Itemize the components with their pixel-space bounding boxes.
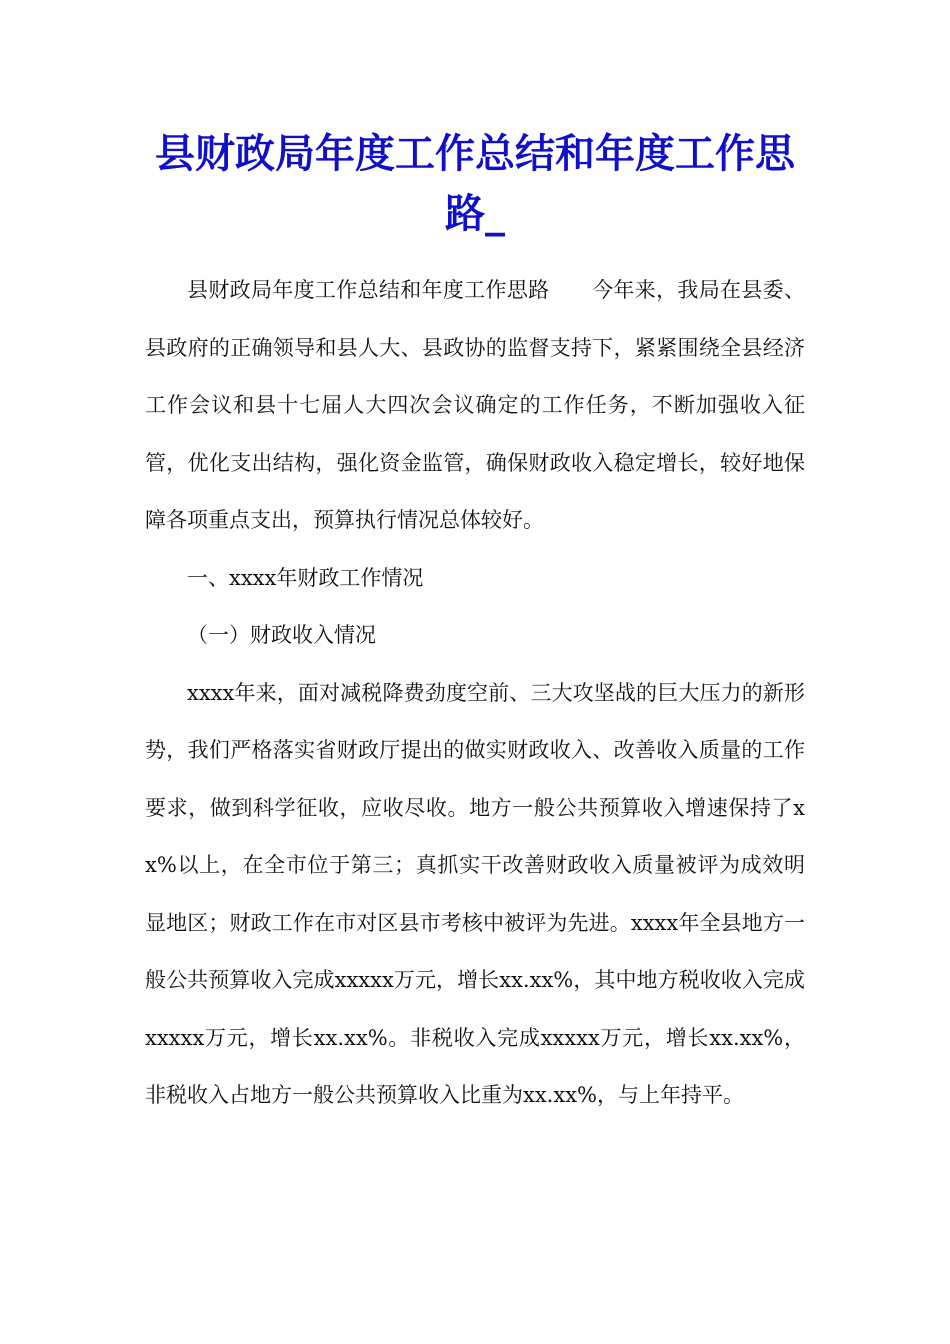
paragraph-intro: 县财政局年度工作总结和年度工作思路 今年来，我局在县委、县政府的正确领导和县人大、县政协的监督支持下，紧紧围绕全县经济工作会议和县十七届人大四次会议确定的工作任务，不断加强收入征管，优化支出结构，强化资金监管，确保财政收入稳定增长，较好地保障各项重点支出，预算执行情况总体较好。 [145, 278, 805, 532]
paragraph-revenue: xxxx年来，面对减税降费劲度空前、三大攻坚战的巨大压力的新形势，我们严格落实省财政厅提出的做实财政收入、改善收入质量的工作要求，做到科学征收，应收尽收。地方一般公共预算收入增速保持了xx%以上，在全市位于第三；真抓实干改善财政收入质量被评为成效明显地区；财政工作在市对区县市考核中被评为先进。xxxx年全县地方一般公共预算收入完成xxxxx万元，增长xx.xx%，其中地方税收收入完成xxxxx万元，增长xx.xx%。非税收入完成xxxxx万元，增长xx.xx%，非税收入占地方一般公共预算收入比重为xx.xx%，与上年持平。 [145, 680, 805, 1107]
document-title: 县财政局年度工作总结和年度工作思路_ [155, 130, 795, 237]
section-heading: 一、xxxx年财政工作情况 [187, 565, 424, 590]
subsection-heading: （一）财政收入情况 [187, 623, 376, 647]
document-body [145, 262, 805, 1125]
